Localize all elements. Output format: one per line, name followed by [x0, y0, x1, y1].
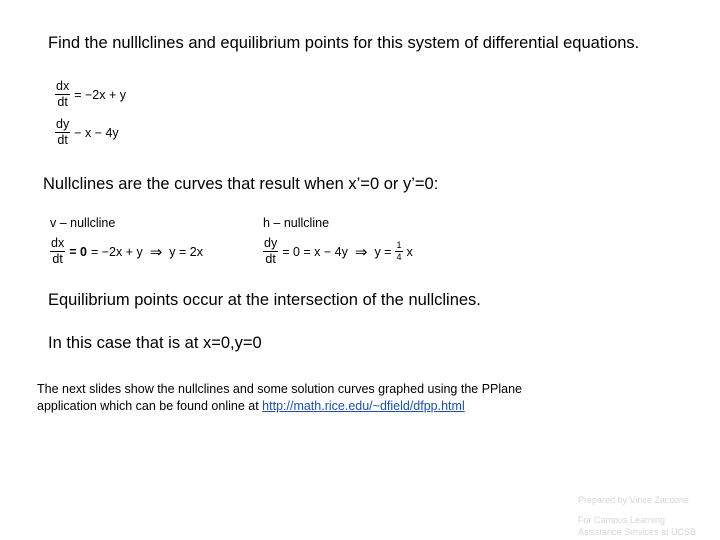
credit-line-1: Prepared by Vince Zaccone [578, 495, 689, 505]
implies-arrow-icon: ⇒ [354, 243, 368, 261]
fraction-dx-dt: $\frac{dx}{dt}$ [56, 79, 70, 110]
v-nullcline-equation [50, 237, 203, 266]
h-nullcline-label: h – nullcline [263, 216, 330, 230]
equation-dx-dt [55, 80, 126, 109]
pplane-link[interactable]: http://math.rice.edu/~dfield/dfpp.html [262, 399, 465, 413]
pplane-note [37, 381, 522, 415]
equation-dy-dt [55, 118, 119, 147]
slide-title: Find the nulllclines and equilibrium points for this system of differential equations. [48, 34, 640, 52]
equation-result: y = 2x [169, 244, 203, 259]
equation-result-var: x [406, 244, 413, 259]
nullcline-intro: Nullclines are the curves that result when x’=0 or y’=0: [43, 175, 439, 193]
equation-result-lhs: y = [374, 244, 392, 259]
v-nullcline-label: v – nullcline [50, 216, 116, 230]
equation-rhs: = −2x + y [74, 87, 126, 102]
equals-zero: = 0 [69, 244, 87, 259]
equation-rhs: − x − 4y [74, 125, 119, 140]
fraction-dy-dt: $\frac{dy}{dt}$ [56, 117, 70, 148]
equation-mid: = −2x + y [90, 244, 143, 259]
implies-arrow-icon: ⇒ [149, 243, 163, 261]
fraction-one-quarter: $\frac{1}{4}$ [396, 239, 402, 263]
equation-mid: = 0 = x − 4y [282, 244, 348, 259]
fraction-dx-dt: $\frac{dx}{dt}$ [51, 236, 65, 267]
equilibrium-text: Equilibrium points occur at the intersection of the nullclines. [48, 291, 481, 309]
note-line-1: The next slides show the nullclines and some solution curves graphed using the PPlane [37, 382, 523, 396]
credit-line-2: For Campus Learning [578, 515, 666, 525]
case-text: In this case that is at x=0,y=0 [48, 334, 262, 352]
note-line-2: application which can be found online at http://math.rice.edu/~dfield/dfpp.html [37, 399, 465, 413]
h-nullcline-equation [263, 237, 413, 266]
fraction-dy-dt: $\frac{dy}{dt}$ [264, 236, 278, 267]
credit-line-3: Assistance Services at UCSB [578, 527, 697, 537]
credits [578, 494, 696, 538]
